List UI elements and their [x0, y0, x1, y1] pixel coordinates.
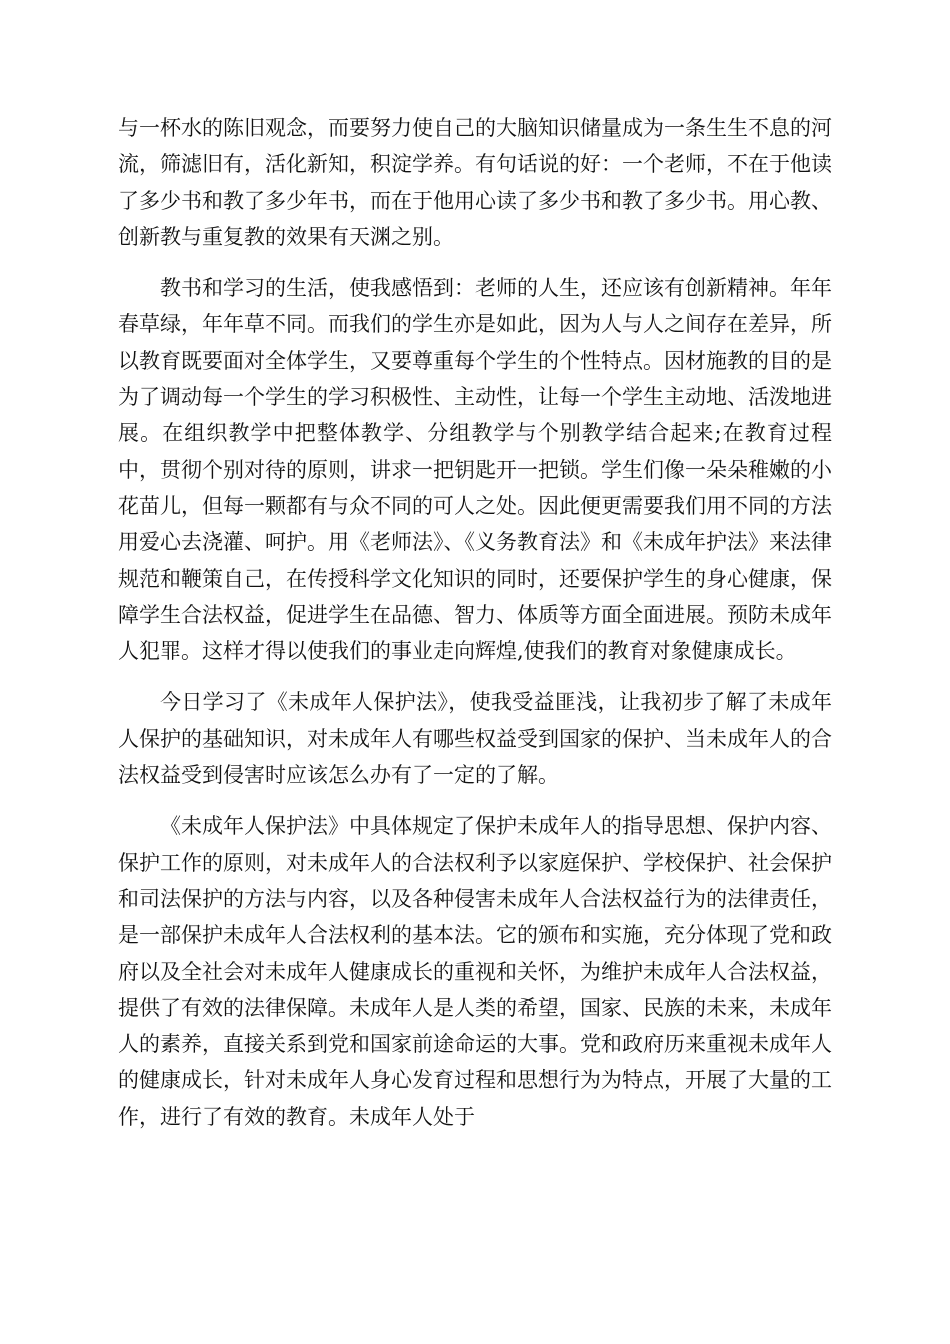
paragraph-4: 《未成年人保护法》中具体规定了保护未成年人的指导思想、保护内容、保护工作的原则，对未成年人的合法权利予以家庭保护、学校保护、社会保护和司法保护的方法与内容，以及各种侵害未成年人合法权益行为的法律责任，是一部保护未成年人合法权利的基本法。它的颁布和实施，充分体现了党和政府以及全社会对未成年人健康成长的重视和关怀，为维护未成年人合法权益，提供了有效的法律保障。未成年人是人类的希望，国家、民族的未来，未成年人的素养，直接关系到党和国家前途命运的大事。党和政府历来重视未成年人的健康成长，针对未成年人身心发育过程和思想行为为特点，开展了大量的工作，进行了有效的教育。未成年人处于 — [118, 814, 832, 1129]
paragraph-3: 今日学习了《未成年人保护法》，使我受益匪浅，让我初步了解了未成年人保护的基础知识，对未成年人有哪些权益受到国家的保护、当未成年人的合法权益受到侵害时应该怎么办有了一定的了解。 — [118, 690, 832, 788]
paragraph-1: 与一杯水的陈旧观念，而要努力使自己的大脑知识储量成为一条生生不息的河流，筛滤旧有，活化新知，积淀学养。有句话说的好：一个老师，不在于他读了多少书和教了多少年书，而在于他用心读了多少书和教了多少书。用心教、创新教与重复教的效果有天渊之别。 — [118, 116, 832, 249]
paragraph-2: 教书和学习的生活，使我感悟到：老师的人生，还应该有创新精神。年年春草绿，年年草不同。而我们的学生亦是如此，因为人与人之间存在差异，所以教育既要面对全体学生，又要尊重每个学生的个性特点。因材施教的目的是为了调动每一个学生的学习积极性、主动性，让每一个学生主动地、活泼地进展。在组织教学中把整体教学、分组教学与个别教学结合起来;在教育过程中，贯彻个别对待的原则，讲求一把钥匙开一把锁。学生们像一朵朵稚嫩的小花苗儿，但每一颗都有与众不同的可人之处。因此便更需要我们用不同的方法用爱心去浇灌、呵护。用《老师法》、《义务教育法》和《未成年护法》来法律规范和鞭策自己，在传授科学文化知识的同时，还要保护学生的身心健康，保障学生合法权益，促进学生在品德、智力、体质等方面全面进展。预防未成年人犯罪。这样才得以使我们的事业走向辉煌,使我们的教育对象健康成长。 — [118, 276, 832, 664]
document-page — [118, 110, 832, 1135]
